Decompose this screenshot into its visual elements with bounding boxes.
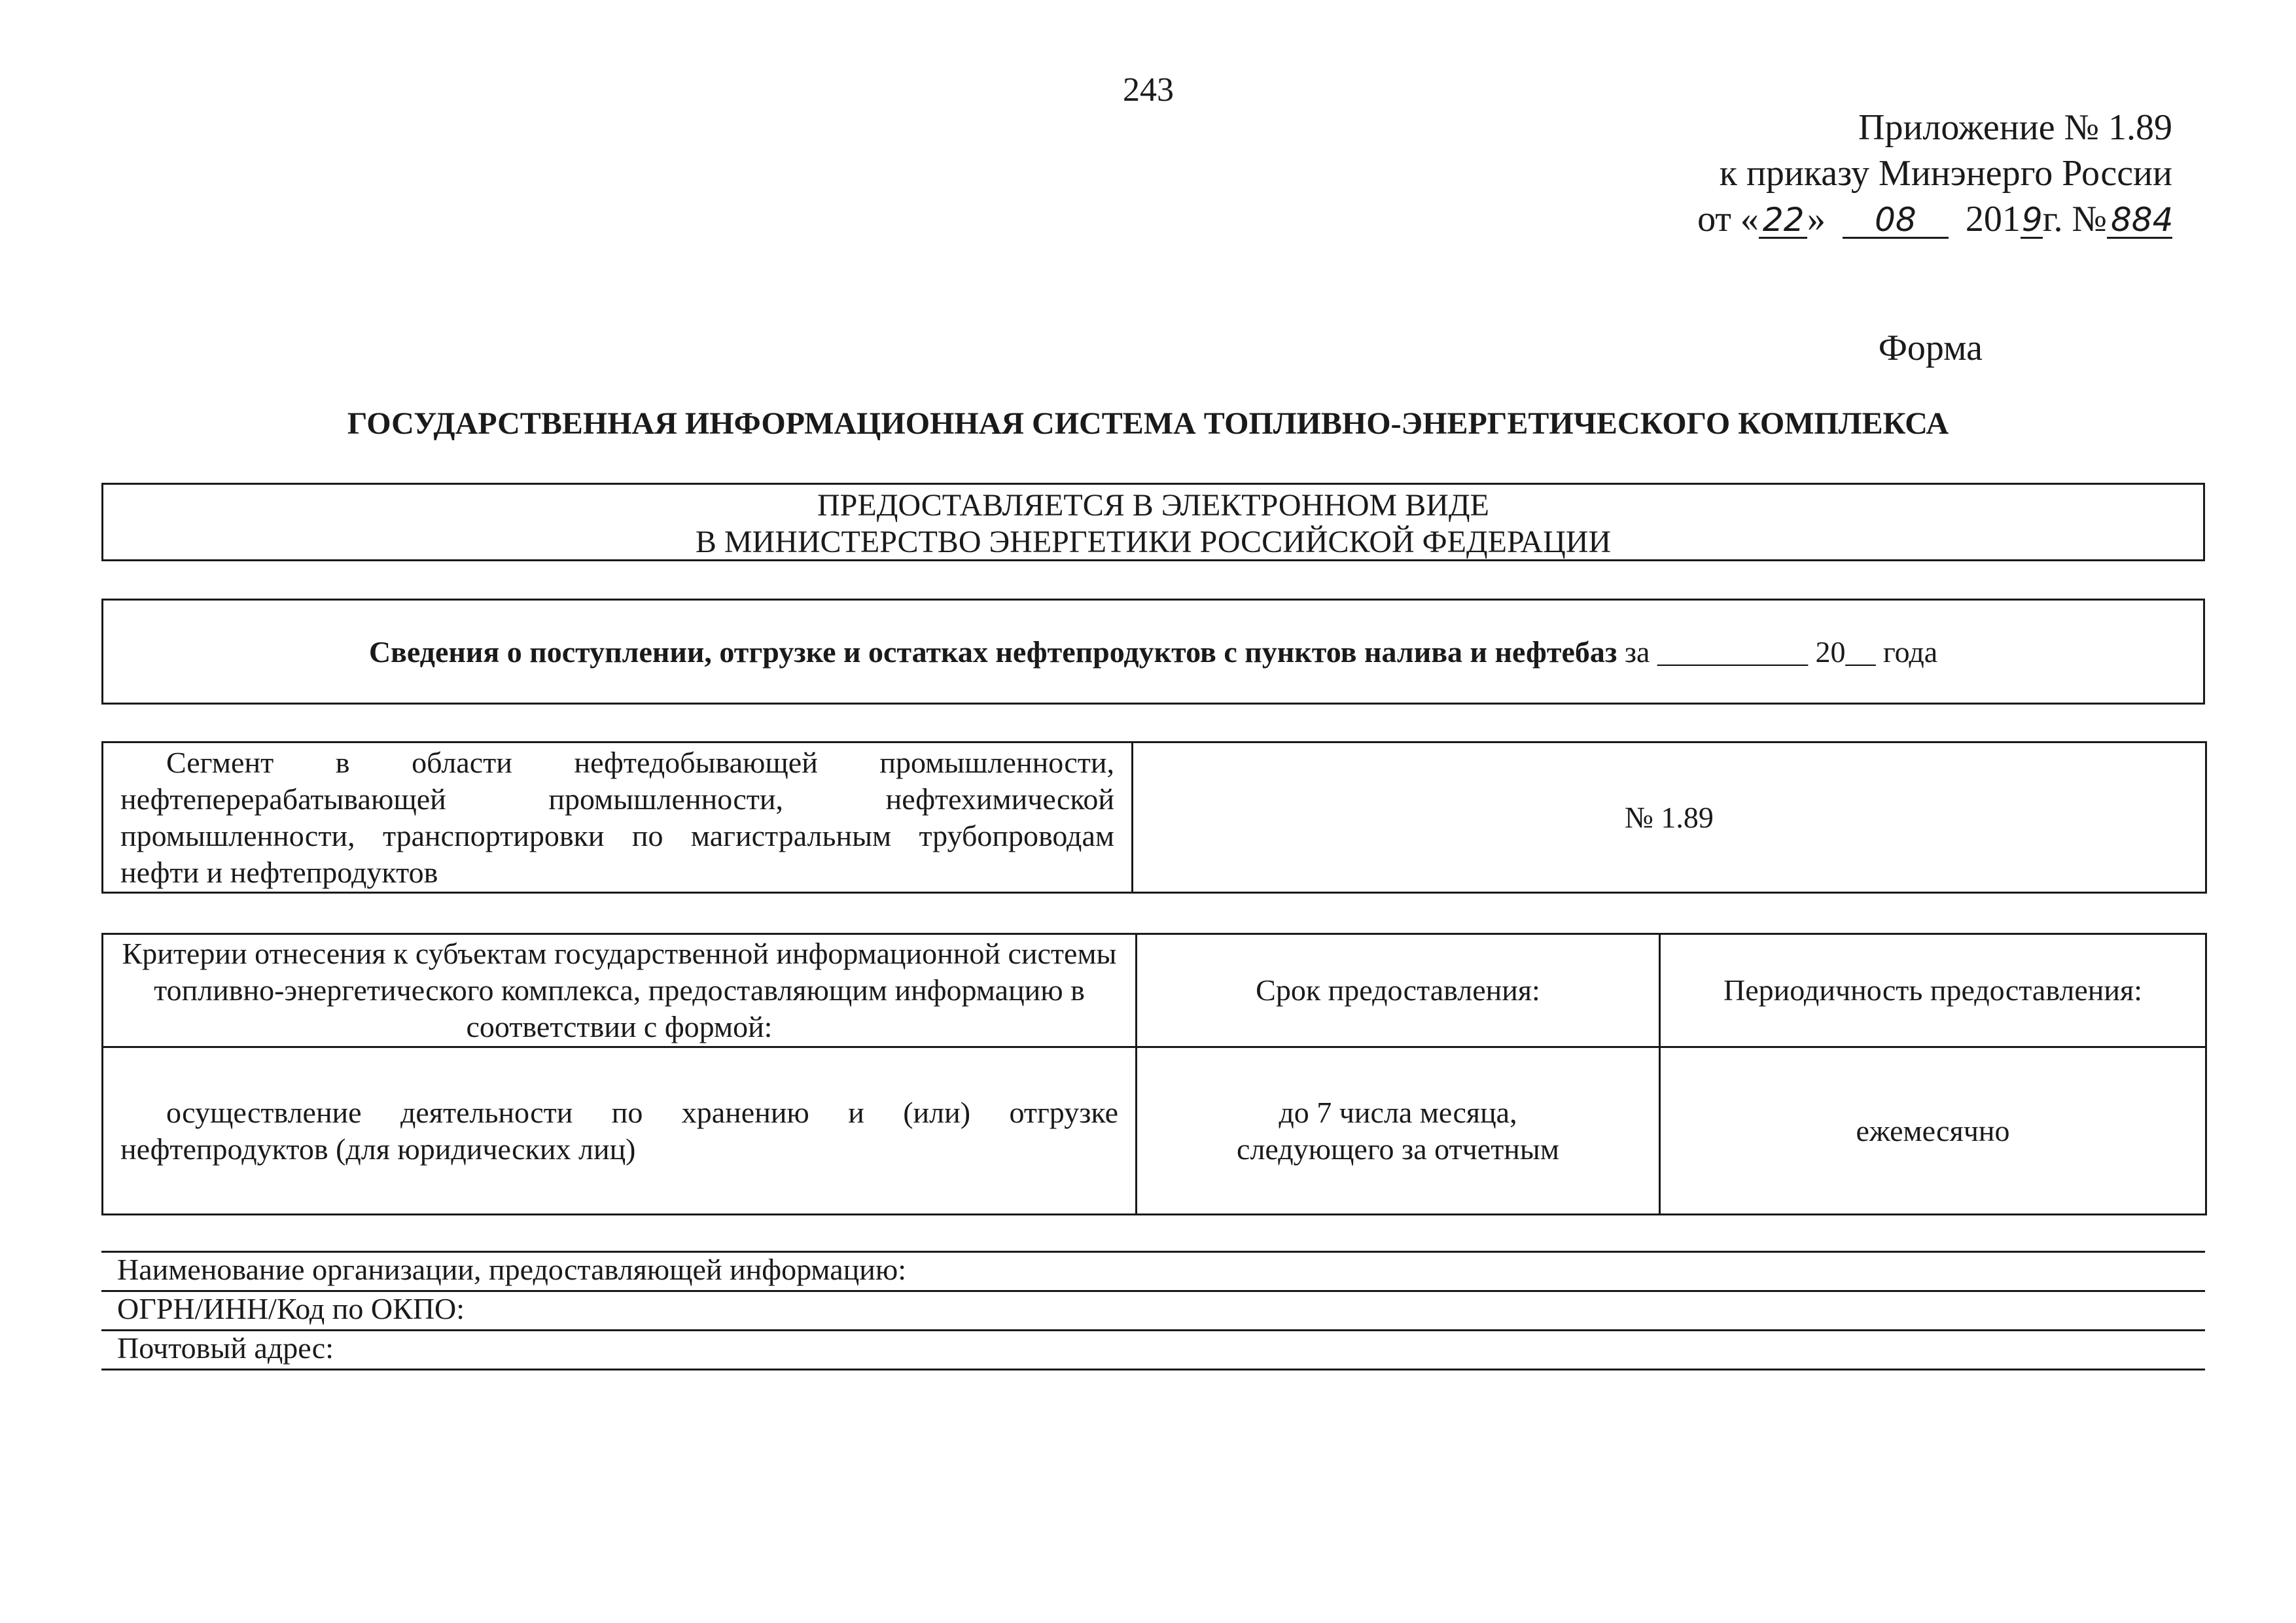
year-prefix: 201 — [1965, 199, 2021, 239]
deadline-cell — [1137, 1047, 1660, 1215]
criteria-table — [101, 933, 2207, 1215]
appendix-date-line — [1623, 196, 2172, 242]
handwritten-day: 22 — [1759, 203, 1807, 239]
criteria-data-row — [103, 1047, 2206, 1215]
deadline-line-2: следующего за отчетным — [1237, 1132, 1559, 1166]
periodicity-cell: ежемесячно — [1660, 1047, 2206, 1215]
report-title-box — [101, 599, 2205, 705]
periodicity-header: Периодичность предоставления: — [1660, 934, 2206, 1047]
appendix-title: Приложение № 1.89 — [1858, 107, 2172, 148]
date-prefix: от « — [1697, 199, 1759, 239]
segment-description: Сегмент в области нефтедобывающей промышленности, нефтеперерабатывающей промышленности, нефтехимической промышленности, транспортировки по магистральным трубопроводам нефти и нефтепродуктов — [103, 742, 1133, 893]
deadline-header: Срок предоставления: — [1137, 934, 1660, 1047]
criteria-header: Критерии отнесения к субъектам государственной информационной системы топливно-энергетического комплекса, предоставляющим информацию в соответствии с формой: — [103, 934, 1137, 1047]
form-label: Форма — [1878, 328, 1983, 368]
year-suffix: г. № — [2042, 199, 2107, 239]
segment-table — [101, 741, 2207, 894]
deadline-line-1: до 7 числа месяца, — [1279, 1095, 1517, 1129]
org-ids-field: ОГРН/ИНН/Код по ОКПО: — [101, 1292, 2205, 1331]
date-mid: » — [1807, 199, 1826, 239]
gis-title: ГОСУДАРСТВЕННАЯ ИНФОРМАЦИОННАЯ СИСТЕМА ТОПЛИВНО-ЭНЕРГЕТИЧЕСКОГО КОМПЛЕКСА — [347, 406, 1949, 441]
handwritten-order-number: 884 — [2107, 203, 2172, 239]
handwritten-year-digit: 9 — [2021, 201, 2043, 239]
org-name-field: Наименование организации, предоставляющей информацию: — [101, 1253, 2205, 1292]
electronic-line-2: В МИНИСТЕРСТВО ЭНЕРГЕТИКИ РОССИЙСКОЙ ФЕДЕРАЦИИ — [695, 525, 1612, 559]
handwritten-month: 08 — [1843, 203, 1949, 239]
criteria-header-row — [103, 934, 2206, 1047]
report-period: за __________ 20__ года — [1624, 635, 1938, 669]
postal-address-field: Почтовый адрес: — [101, 1331, 2205, 1370]
report-title: Сведения о поступлении, отгрузке и остатках нефтепродуктов с пунктов налива и нефтебаз — [368, 635, 1617, 669]
electronic-submission-box — [101, 483, 2205, 561]
criteria-cell: осуществление деятельности по хранению и (или) отгрузке нефтепродуктов (для юридических лиц) — [103, 1047, 1137, 1215]
page-number: 243 — [1123, 71, 1174, 109]
form-number: № 1.89 — [1133, 742, 2206, 893]
electronic-line-1: ПРЕДОСТАВЛЯЕТСЯ В ЭЛЕКТРОННОМ ВИДЕ — [817, 488, 1489, 523]
appendix-order-ref: к приказу Минэнерго России — [1719, 153, 2172, 194]
appendix-header — [1623, 105, 2172, 242]
